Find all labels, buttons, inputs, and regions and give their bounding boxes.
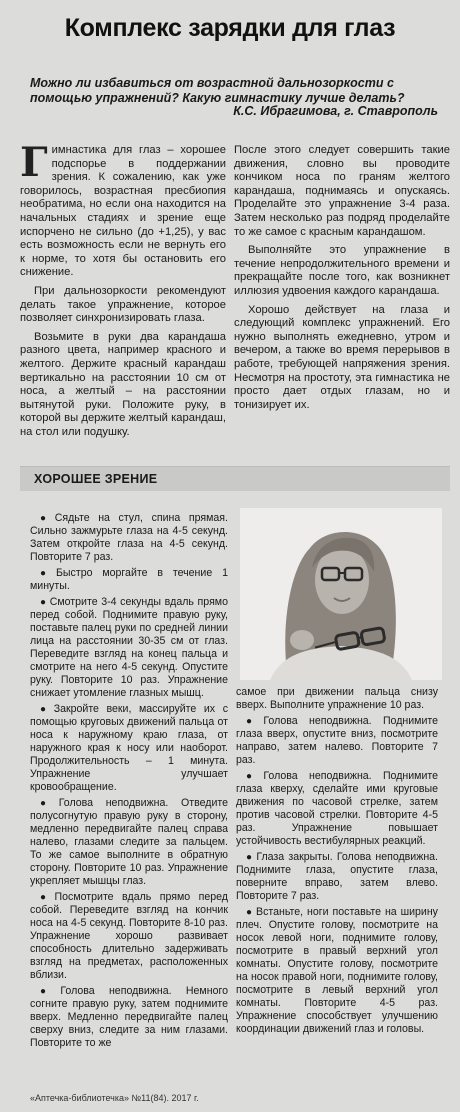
- exercise-item: ● Встаньте, ноги поставьте на ширину плеч. Опустите голову, посмотрите на носок левой ноги, поднимите голову, посмотрите в правый верхний угол комнаты. Опустите голову, посмотрите на носок правой ноги, поднимите голову, посмотрите в левый верхний угол комнаты. Повторите 4-5 раз. Упражнение способствует улучшению координации движений глаз и головы.: [236, 906, 438, 1035]
- exercise-item: ● Голова неподвижна. Немного согните правую руку, затем поднимите вверх. Медленно передвигайте палец сверху вниз, следите за ним глазами. Повторите то же: [30, 985, 228, 1049]
- exercise-item: ● Голова неподвижна. Поднимите глаза вверх, опустите вниз, посмотрите направо, затем налево. Повторите 7 раз.: [236, 715, 438, 766]
- exercise-item: ● Смотрите 3-4 секунды вдаль прямо перед собой. Поднимите правую руку, поставьте палец руки по средней линии лица на расстоянии 30-35 см от глаз. Переведите взгляд на конец пальца и смотрите на него 4-5 секунд. Опустите руку. Повторите 10 раз. Упражнение снижает утомление глазных мышц.: [30, 596, 228, 699]
- article-lead-question: Можно ли избавиться от возрастной дальнозоркости с помощью упражнений? Какую гимнастику лучше делать?: [30, 76, 405, 105]
- exercises-column-right: [236, 686, 438, 1039]
- exercise-item: ● Посмотрите вдаль прямо перед собой. Переведите взгляд на кончик носа на 4-5 секунд. Повторите 8-10 раз. Упражнение хорошо развивает способность длительно задерживать взгляд на предметах, расположенных вблизи.: [30, 891, 228, 981]
- bullet-icon: ●: [246, 771, 261, 782]
- exercise-item: ● Голова неподвижна. Отведите полусогнутую правую руку в сторону, медленно передвигайте палец справа налево, глазами следите за пальцем. То же самое выполните в обратную сторону. Повторите 10 раз. Упражнение укрепляет мышцы глаз.: [30, 797, 228, 887]
- dropcap: Г: [20, 139, 48, 186]
- article-title: Комплекс зарядки для глаз: [64, 14, 396, 42]
- exercise-continuation: самое при движении пальца снизу вверх. Выполните упражнение 10 раз.: [236, 686, 438, 711]
- exercise-item: ● Глаза закрыты. Голова неподвижна. Поднимите глаза, опустите глаза, поверните вправо, затем влево. Повторите 7 раз.: [236, 851, 438, 902]
- exercises-column-left: [30, 512, 228, 1053]
- article-author: К.С. Ибрагимова, г. Ставрополь: [233, 104, 438, 118]
- bullet-icon: ●: [40, 568, 53, 579]
- bullet-icon: ●: [40, 986, 58, 997]
- intro-column-right: [234, 144, 450, 417]
- exercise-item: ● Быстро моргайте в течение 1 минуты.: [30, 567, 228, 592]
- section-title: ХОРОШЕЕ ЗРЕНИЕ: [34, 472, 158, 486]
- photo-illustration: [240, 508, 442, 680]
- bullet-icon: ●: [246, 716, 261, 727]
- bullet-icon: ●: [40, 513, 52, 524]
- intro-paragraph-5: Выполняйте это упражнение в течение непродолжительного времени и прекращайте после того, как возникнет иллюзия удвоения каждого карандаша.: [234, 244, 450, 297]
- exercise-item: ● Закройте веки, массируйте их с помощью круговых движений пальца от носа к наружному краю глаза, от наружного края к носу или наоборот. Продолжительность – 1 минута. Упражнение улучшает кровообращение.: [30, 703, 228, 793]
- intro-paragraph-6: Хорошо действует на глаза и следующий комплекс упражнений. Его нужно выполнять ежедневно, утром и вечером, а также во время перерывов в работе, требующей напряжения зрения. Несмотря на простоту, эта гимнастика не просто дает отдых глазам, но и тонизирует их.: [234, 303, 450, 411]
- intro-paragraph-2: При дальнозоркости рекомендуют делать такое упражнение, которое позволяет синхронизировать глаза.: [20, 284, 226, 325]
- section-header-bar: [20, 466, 450, 491]
- bullet-icon: ●: [40, 798, 56, 809]
- intro-paragraph-3: Возьмите в руки два карандаша разного цвета, например красного и желтого. Держите красный карандаш вертикально на расстоянии 10 см от носа, а желтый – на расстоянии вытянутой руки. Положите руку, в которой вы держите желтый карандаш, на стол или подушку.: [20, 330, 226, 438]
- bullet-icon: ●: [246, 907, 254, 918]
- woman-with-glasses-photo: [240, 508, 442, 680]
- bullet-icon: ●: [246, 852, 254, 863]
- intro-column-left: [20, 139, 226, 444]
- intro-paragraph-1: Гимнастика для глаз – хорошее подспорье в поддержании зрения. К сожалению, как уже говорилось, возрастная пресбиопия необратима, но если она находится на начальных стадиях и зрение еще испорчено не сильно (до +1,25), у вас есть возможность если не вернуть его к норме, то хотя бы остановить его снижение.: [20, 139, 226, 279]
- exercise-item: ● Сядьте на стул, спина прямая. Сильно зажмурьте глаза на 4-5 секунд. Затем откройте глаза на 4-5 секунд. Повторите 7 раз.: [30, 512, 228, 563]
- source-footer: «Аптечка-библиотечка» №11(84). 2017 г.: [30, 1093, 199, 1103]
- bullet-icon: ●: [40, 892, 52, 903]
- bullet-icon: ●: [40, 704, 51, 715]
- bullet-icon: ●: [40, 597, 47, 608]
- exercise-item: ● Голова неподвижна. Поднимите глаза кверху, сделайте ими круговые движения по часовой стрелке, затем против часовой стрелки. Повторите 4-5 раз. Упражнение повышает устойчивость вестибулярных реакций.: [236, 770, 438, 847]
- intro-paragraph-4: После этого следует совершить такие движения, словно вы проводите кончиком носа по граням желтого карандаша, поднимаясь и опускаясь. Проделайте это упражнение 3-4 раза. Затем несколько раз подряд проделайте то же самое с красным карандашом.: [234, 144, 450, 238]
